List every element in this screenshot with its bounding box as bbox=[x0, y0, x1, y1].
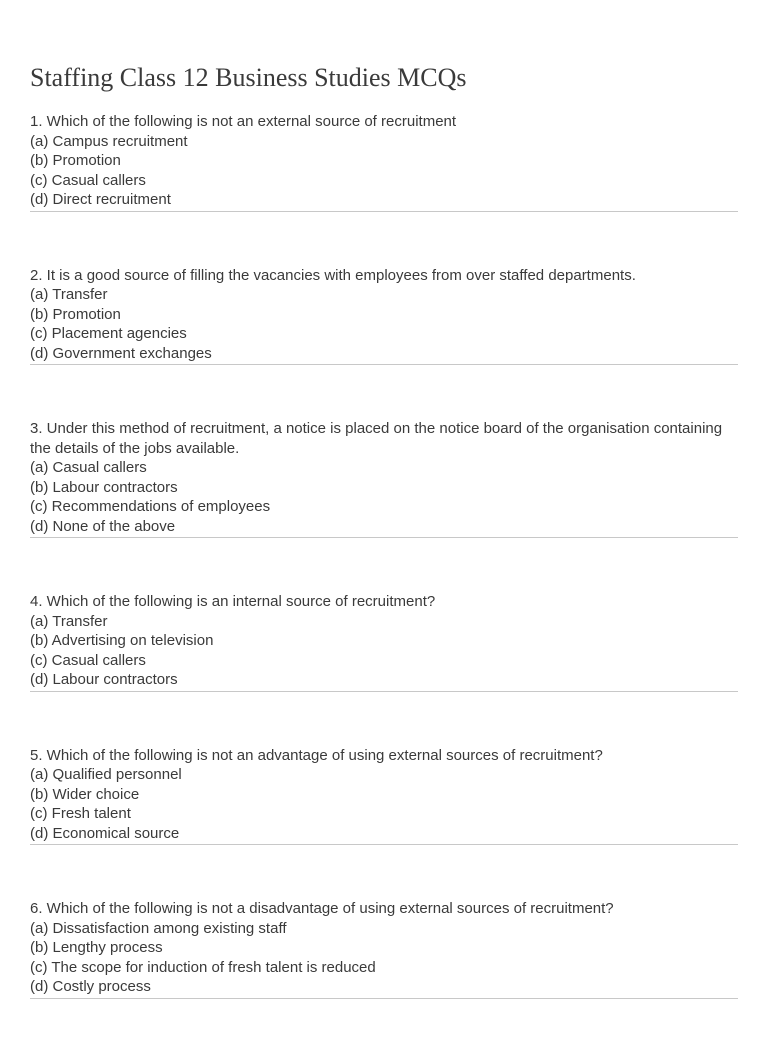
option-b: (b) Labour contractors bbox=[30, 478, 178, 496]
option-b: (b) Lengthy process bbox=[30, 939, 163, 956]
option-d: (d) Economical source bbox=[30, 824, 180, 842]
question-text: 2. It is a good source of filling the vacancies with employees from over staffed departments. bbox=[30, 266, 636, 284]
question-text: 5. Which of the following is not an advantage of using external sources of recruitment? bbox=[30, 746, 603, 764]
question-3 bbox=[30, 419, 738, 538]
option-a: (a) Dissatisfaction among existing staff bbox=[30, 919, 287, 937]
document-page bbox=[30, 62, 738, 1053]
option-b: (b) Promotion bbox=[30, 305, 121, 323]
option-a: (a) Transfer bbox=[30, 286, 108, 303]
option-d: (d) Direct recruitment bbox=[30, 191, 171, 208]
option-d: (d) Costly process bbox=[30, 978, 151, 995]
option-b: (b) Promotion bbox=[30, 152, 121, 169]
option-a: (a) Campus recruitment bbox=[30, 132, 188, 150]
question-text: 4. Which of the following is an internal source of recruitment? bbox=[30, 593, 436, 610]
option-c: (c) Fresh talent bbox=[30, 805, 131, 822]
document-title: Staffing Class 12 Business Studies MCQs bbox=[30, 63, 467, 92]
option-c: (c) Placement agencies bbox=[30, 325, 187, 342]
question-text: 3. Under this method of recruitment, a notice is placed on the notice board of the organisation containing the details of the jobs available. bbox=[30, 420, 723, 457]
question-text: 6. Which of the following is not a disadvantage of using external sources of recruitment? bbox=[30, 900, 614, 917]
option-a: (a) Casual callers bbox=[30, 459, 147, 476]
option-c: (c) Casual callers bbox=[30, 651, 146, 669]
question-1 bbox=[30, 112, 738, 212]
option-d: (d) Government exchanges bbox=[30, 344, 212, 362]
option-d: (d) Labour contractors bbox=[30, 671, 178, 688]
question-list bbox=[30, 112, 738, 999]
option-c: (c) Recommendations of employees bbox=[30, 498, 271, 515]
question-text: 1. Which of the following is not an external source of recruitment bbox=[30, 113, 457, 130]
question-2 bbox=[30, 266, 738, 366]
option-b: (b) Wider choice bbox=[30, 785, 140, 803]
option-a: (a) Qualified personnel bbox=[30, 766, 182, 783]
option-c: (c) The scope for induction of fresh talent is reduced bbox=[30, 958, 376, 976]
option-a: (a) Transfer bbox=[30, 612, 108, 630]
option-b: (b) Advertising on television bbox=[30, 632, 214, 649]
question-4 bbox=[30, 592, 738, 692]
question-6 bbox=[30, 899, 738, 999]
option-d: (d) None of the above bbox=[30, 517, 176, 535]
option-c: (c) Casual callers bbox=[30, 171, 146, 189]
question-5 bbox=[30, 746, 738, 846]
